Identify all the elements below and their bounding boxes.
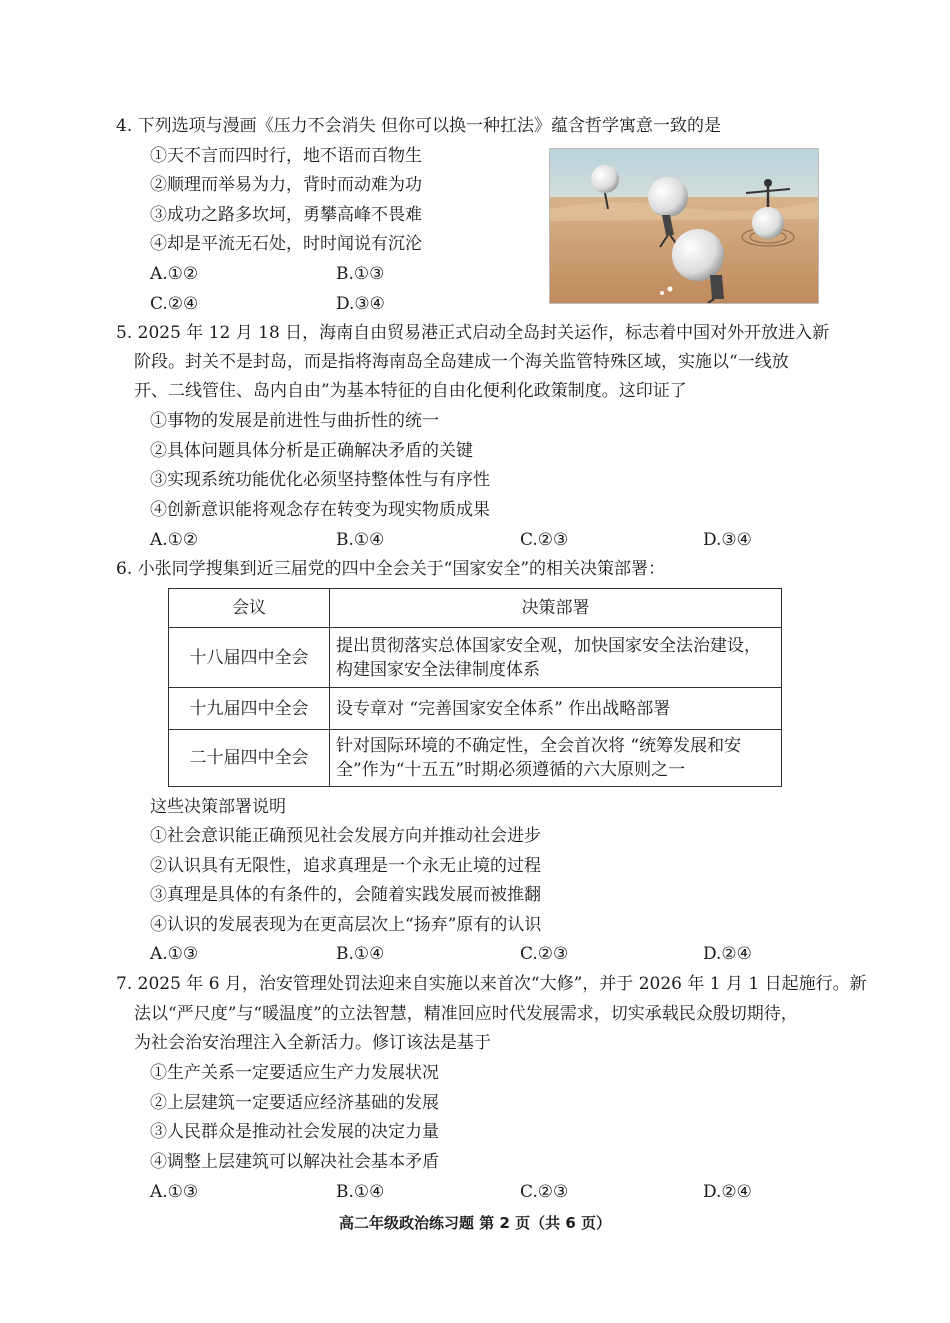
decision-cell: 提出贯彻落实总体国家安全观，加快国家安全法治建设，构建国家安全法律制度体系	[330, 628, 782, 688]
q7-item-4: ④调整上层建筑可以解决社会基本矛盾	[150, 1152, 439, 1172]
q4-item-3: ③成功之路多坎坷，勇攀高峰不畏难	[150, 205, 422, 225]
decision-cell: 设专章对 “完善国家安全体系” 作出战略部署	[330, 688, 782, 730]
page-footer: 高二年级政治练习题 第 2 页（共 6 页）	[339, 1214, 611, 1232]
header-meeting: 会议	[169, 589, 330, 628]
q5-choice-d: D.③④	[703, 530, 752, 550]
q6-item-1: ①社会意识能正确预见社会发展方向并推动社会进步	[150, 826, 541, 846]
meeting-cell: 十九届四中全会	[169, 688, 330, 730]
q4-choice-d: D.③④	[336, 294, 385, 314]
meeting-cell: 十八届四中全会	[169, 628, 330, 688]
q4-choice-c: C.②④	[150, 294, 199, 314]
pressure-cartoon-image	[549, 148, 819, 304]
table-row	[169, 688, 782, 730]
q6-choice-d: D.②④	[703, 944, 752, 964]
q6-item-3: ③真理是具体的有条件的，会随着实践发展而被推翻	[150, 885, 541, 905]
decision-cell: 针对国际环境的不确定性，全会首次将 “统筹发展和安全”作为“十五五”时期必须遵循的六大原则之一	[330, 730, 782, 787]
q6-item-4: ④认识的发展表现为在更高层次上“扬弃”原有的认识	[150, 915, 542, 935]
table-header-row	[169, 589, 782, 628]
q7-choice-d: D.②④	[703, 1182, 752, 1202]
q5-item-3: ③实现系统功能优化必须坚持整体性与有序性	[150, 470, 490, 490]
q7-choice-a: A.①③	[150, 1182, 199, 1202]
q5-stem-line-2: 阶段。封关不是封岛，而是指将海南岛全岛建成一个海关监管特殊区域，实施以“一线放	[134, 352, 789, 372]
q4-choice-a: A.①②	[150, 264, 199, 284]
table-row	[169, 730, 782, 787]
q6-choice-b: B.①④	[336, 944, 385, 964]
q6-lead: 这些决策部署说明	[150, 797, 286, 817]
q6-stem: 6. 小张同学搜集到近三届党的四中全会关于“国家安全”的相关决策部署：	[116, 559, 666, 579]
q4-item-1: ①天不言而四时行，地不语而百物生	[150, 146, 422, 166]
q5-item-2: ②具体问题具体分析是正确解决矛盾的关键	[150, 441, 473, 461]
header-decision: 决策部署	[330, 589, 782, 628]
q5-stem-line-3: 开、二线管住、岛内自由”为基本特征的自由化便利化政策制度。这印证了	[134, 381, 687, 401]
q4-stem: 4. 下列选项与漫画《压力不会消失 但你可以换一种扛法》蕴含哲学寓意一致的是	[116, 116, 722, 136]
q5-item-1: ①事物的发展是前进性与曲折性的统一	[150, 411, 439, 431]
q7-stem-line-1: 7. 2025 年 6 月，治安管理处罚法迎来自实施以来首次“大修”，并于 2026 年 1 月 1 日起施行。新	[116, 974, 867, 994]
q5-choice-b: B.①④	[336, 530, 385, 550]
q4-choice-b: B.①③	[336, 264, 385, 284]
q4-item-4: ④却是平流无石处，时时闻说有沉沦	[150, 234, 422, 254]
meeting-cell: 二十届四中全会	[169, 730, 330, 787]
decision-table	[168, 588, 782, 787]
q5-choice-c: C.②③	[520, 530, 569, 550]
q6-item-2: ②认识具有无限性，追求真理是一个永无止境的过程	[150, 856, 541, 876]
q5-choice-a: A.①②	[150, 530, 199, 550]
q5-item-4: ④创新意识能将观念存在转变为现实物质成果	[150, 500, 490, 520]
q7-item-2: ②上层建筑一定要适应经济基础的发展	[150, 1093, 439, 1113]
q7-choice-c: C.②③	[520, 1182, 569, 1202]
q7-stem-line-3: 为社会治安治理注入全新活力。修订该法是基于	[134, 1033, 491, 1053]
q7-item-1: ①生产关系一定要适应生产力发展状况	[150, 1063, 439, 1083]
q6-choice-c: C.②③	[520, 944, 569, 964]
table-row	[169, 628, 782, 688]
q6-choice-a: A.①③	[150, 944, 199, 964]
q7-choice-b: B.①④	[336, 1182, 385, 1202]
q4-item-2: ②顺理而举易为力，背时而动难为功	[150, 175, 422, 195]
q7-item-3: ③人民群众是推动社会发展的决定力量	[150, 1122, 439, 1142]
q5-stem-line-1: 5. 2025 年 12 月 18 日，海南自由贸易港正式启动全岛封关运作，标志着中国对外开放进入新	[116, 323, 830, 343]
q7-stem-line-2: 法以“严尺度”与“暖温度”的立法智慧，精准回应时代发展需求，切实承载民众殷切期待，	[134, 1004, 798, 1024]
